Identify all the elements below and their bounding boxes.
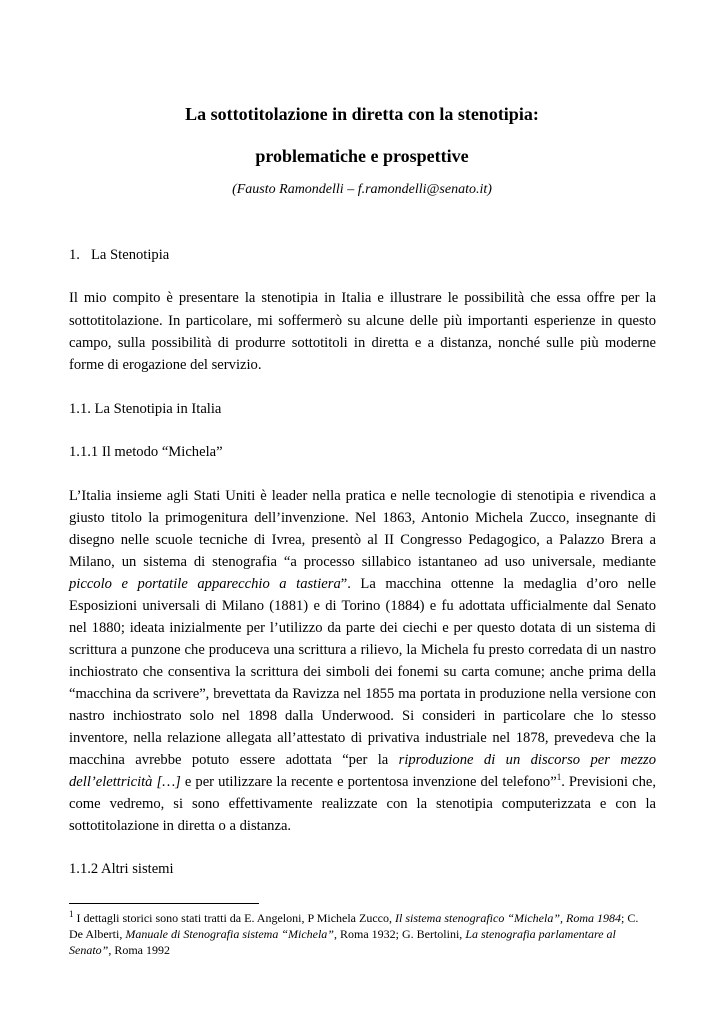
footnote-number: 1 (69, 909, 74, 919)
body-line-16: sottotitolazione in diretta o a distanza. (69, 818, 292, 834)
footnote-text: De Alberti (69, 927, 120, 941)
document-title-line-2: problematiche e prospettive (255, 146, 469, 166)
section-heading-1-1-1: 1.1.1 Il metodo “Michela” (69, 444, 223, 460)
body-line-2: giusto titolo la primogenitura dell’invenzione. Nel 1863, Antonio Michela Zucco, insegnante di (69, 510, 656, 526)
body-line-11: nastro inchiostrato solo nel 1898 dalla Underwood. Si consideri in particolare che lo stesso (69, 708, 656, 724)
body-line-14 (69, 773, 656, 791)
section-number: 1. (69, 247, 80, 263)
body-text: . Previsioni che, (561, 774, 656, 790)
footnote-text: , Roma 1992 (108, 943, 171, 957)
italic-quote: dell’elettricità […] (69, 774, 181, 790)
footnote-text: I dettagli storici sono stati tratti da E. Angeloni, P Michela Zucco, (73, 911, 395, 925)
footnote-italic: La stenografia parlamentare al (465, 927, 616, 941)
body-line-6: Esposizioni universali di Milano (1881) e di Torino (1884) e fu adottata ufficialmente dal Senato (69, 598, 656, 614)
body-line-3: disegno nelle scuole tecniche di Ivrea, presentò al II Congresso Pedagogico, a Palazzo Brera a (69, 532, 656, 548)
footnote-italic: Il sistema stenografico “Michela”, Roma 1984 (395, 911, 621, 925)
intro-line-2: sottotitolazione. In particolare, mi soffermerò su alcune delle più importanti esperienze in questo (69, 313, 656, 329)
section-heading-1-1: 1.1. La Stenotipia in Italia (69, 401, 222, 417)
italic-quote: piccolo e portatile apparecchio a tastiera (69, 576, 341, 592)
footnote-separator (69, 903, 259, 904)
body-text: macchina avrebbe potuto essere adottata “per la (69, 752, 399, 768)
body-text: ”. La macchina ottenne la medaglia d’oro nelle (340, 576, 656, 592)
body-line-10: “macchina da scrivere”, brevettata da Ravizza nel 1855 ma portata in produzione nella versione con (69, 686, 656, 702)
body-line-9: inchiostrato che consentiva la scrittura dei simboli dei fonemi su carta comune; anche prima della (69, 664, 656, 680)
section-title: La Stenotipia (91, 247, 170, 263)
document-title-line-1: La sottotitolazione in diretta con la stenotipia: (185, 104, 539, 124)
footnote-line-1 (69, 910, 656, 926)
body-line-1: L’Italia insieme agli Stati Uniti è leader nella pratica e nelle tecnologie di stenotipia e rivendica a (69, 488, 656, 504)
footnote-line-2 (69, 926, 656, 942)
body-line-5 (69, 575, 656, 593)
italic-quote: riproduzione di un discorso per mezzo (398, 752, 657, 768)
footnote-text: ; C. (620, 911, 639, 925)
intro-line-4: forme di erogazione del servizio. (69, 357, 262, 373)
intro-line-3: campo, sulla possibilità di produrre sottotitoli in diretta e a distanza, nonché sulle più moderne (69, 335, 656, 351)
footnote-line-3 (69, 942, 656, 958)
body-line-8: scrittura a punzone che produceva una scrittura a rilievo, la Michela fu presto corredata di un nastro (69, 642, 656, 658)
section-heading-1-1-2: 1.1.2 Altri sistemi (69, 861, 174, 877)
footnote-reference[interactable]: 1 (556, 772, 562, 783)
body-line-15: come vedremo, si sono effettivamente realizzate con la stenotipia computerizzata e con la (69, 796, 656, 812)
footnote-text: , Roma 1932; G. Bertolini, (333, 927, 466, 941)
body-line-12: inventore, nella relazione allegata all’attestato di privativa industriale nel 1878, prevedeva che la (69, 730, 656, 746)
body-text: e per utilizzare la recente e portentosa invenzione del telefono” (180, 774, 557, 790)
body-line-13 (69, 751, 656, 769)
section-heading-1 (69, 246, 169, 264)
body-line-4: Milano, un sistema di stenografia “a processo sillabico istantaneo ad uso universale, mediante (69, 554, 656, 570)
footnote-italic: , Manuale di Stenografia sistema “Michela” (119, 927, 334, 941)
document-author: (Fausto Ramondelli – f.ramondelli@senato.it) (232, 182, 492, 197)
body-line-7: nel 1880; ideata inizialmente per l’utilizzo da parte dei ciechi e per questo dotata di un sistema di (69, 620, 656, 636)
intro-line-1: Il mio compito è presentare la stenotipia in Italia e illustrare le possibilità che essa offre per la (69, 290, 656, 306)
footnote-italic: Senato” (69, 943, 109, 957)
